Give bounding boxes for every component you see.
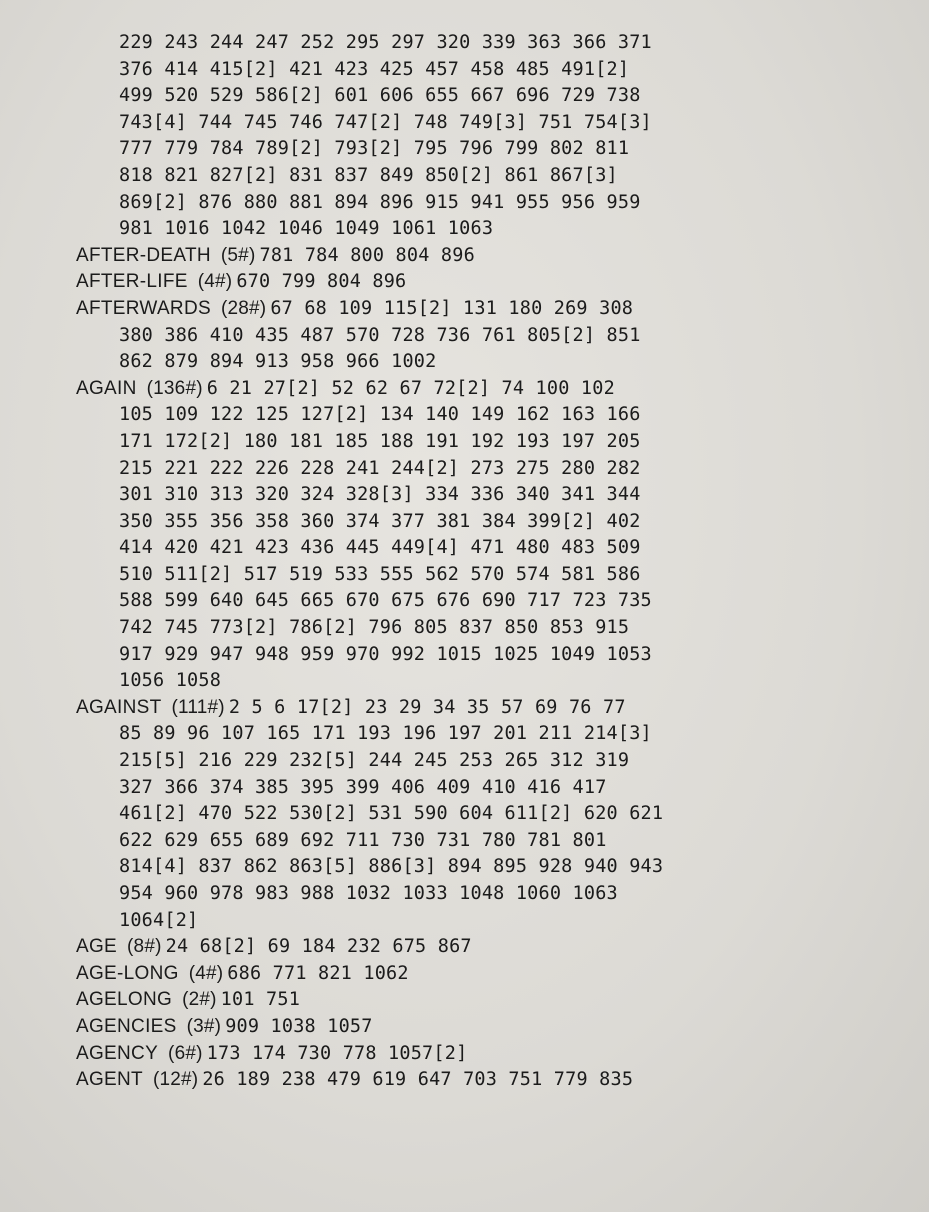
page-references: 461[2] 470 522 530[2] 531 590 604 611[2] 620 621: [119, 803, 664, 825]
page-references: 742 745 773[2] 786[2] 796 805 837 850 853 915: [119, 617, 630, 639]
page-references: 917 929 947 948 959 970 992 1015 1025 1049 1053: [119, 643, 652, 665]
index-line: [76, 110, 826, 137]
index-line: [76, 216, 826, 243]
page-references: 862 879 894 913 958 966 1002: [119, 351, 437, 373]
index-line: [76, 775, 826, 802]
index-line: [76, 987, 826, 1014]
index-line: [76, 456, 826, 483]
index-line: [76, 854, 826, 881]
page-references: 171 172[2] 180 181 185 188 191 192 193 197 205: [119, 430, 641, 452]
page-references: 869[2] 876 880 881 894 896 915 941 955 956 959: [119, 191, 641, 213]
occurrence-count: (12#): [152, 1069, 199, 1091]
index-line: [76, 509, 826, 536]
index-line: [76, 881, 826, 908]
index-headword: AFTER-LIFE: [76, 271, 188, 293]
occurrence-count: (4#): [188, 962, 224, 984]
index-entry: [76, 243, 826, 270]
occurrence-count: (136#): [146, 377, 203, 399]
index-line: [76, 136, 826, 163]
index-line: [76, 30, 826, 57]
occurrence-count: (3#): [186, 1015, 222, 1037]
index-headword: AGELONG: [76, 989, 173, 1011]
page-references: 981 1016 1042 1046 1049 1061 1063: [119, 218, 494, 240]
index-line: [76, 748, 826, 775]
index-line: [76, 57, 826, 84]
index-line: [76, 588, 826, 615]
index-line: [76, 323, 826, 350]
index-headword: AFTERWARDS: [76, 297, 211, 319]
page-references: 327 366 374 385 395 399 406 409 410 416 417: [119, 776, 607, 798]
page-references: 215[5] 216 229 232[5] 244 245 253 265 312 319: [119, 750, 630, 772]
index-line: [76, 535, 826, 562]
index-headword: AGE: [76, 936, 118, 958]
occurrence-count: (6#): [168, 1042, 203, 1064]
page-references: 814[4] 837 862 863[5] 886[3] 894 895 928 940 943: [119, 856, 664, 878]
index-line: [76, 961, 826, 988]
index-headword: AFTER-DEATH: [76, 244, 211, 266]
page-references: 6 21 27[2] 52 62 67 72[2] 74 100 102: [206, 377, 615, 399]
index-line: [76, 668, 826, 695]
index-entry: [76, 1014, 826, 1041]
index-line: [76, 269, 826, 296]
page-references: 376 414 415[2] 421 423 425 457 458 485 491[2]: [119, 58, 630, 80]
page-references: 414 420 421 423 436 445 449[4] 471 480 483 509: [119, 537, 641, 559]
index-line: [76, 695, 826, 722]
page-references: 173 174 730 778 1057[2]: [206, 1042, 468, 1064]
page-references: 954 960 978 983 988 1032 1033 1048 1060 1063: [119, 883, 618, 904]
index-line: [76, 243, 826, 270]
page-references: 588 599 640 645 665 670 675 676 690 717 723 735: [119, 590, 652, 612]
index-line: [76, 83, 826, 110]
page-references: 229 243 244 247 252 295 297 320 339 363 366 371: [119, 32, 652, 53]
page-references: 2 5 6 17[2] 23 29 34 35 57 69 76 77: [228, 696, 626, 718]
page-references: 301 310 313 320 324 328[3] 334 336 340 341 344: [119, 484, 641, 506]
occurrence-count: (5#): [220, 244, 256, 266]
index-line: [76, 429, 826, 456]
index-headword: AGAINST: [76, 696, 162, 718]
index-entry: [76, 1067, 826, 1094]
index-line: [76, 721, 826, 748]
occurrence-count: (111#): [171, 696, 225, 718]
index-entry: [76, 961, 826, 988]
index-entry: [76, 987, 826, 1014]
index-line: [76, 1067, 826, 1094]
index-line: [76, 482, 826, 509]
concordance-index: [76, 30, 826, 1094]
index-line: [76, 908, 826, 935]
page-references: 350 355 356 358 360 374 377 381 384 399[2] 402: [119, 510, 641, 532]
index-entry: [76, 1041, 826, 1068]
index-line: [76, 296, 826, 323]
index-headword: AGE-LONG: [76, 962, 179, 984]
page-references: 85 89 96 107 165 171 193 196 197 201 211 214[3]: [119, 723, 652, 745]
index-line: [76, 801, 826, 828]
page-references: 67 68 109 115[2] 131 180 269 308: [270, 297, 634, 319]
page-references: 622 629 655 689 692 711 730 731 780 781 801: [119, 829, 607, 851]
index-entry: [76, 695, 826, 934]
index-entry: [76, 376, 826, 695]
page-references: 909 1038 1057: [225, 1015, 373, 1037]
index-headword: AGENCIES: [76, 1015, 177, 1037]
page-references: 215 221 222 226 228 241 244[2] 273 275 280 282: [119, 457, 641, 479]
index-entry: [76, 30, 826, 243]
index-line: [76, 376, 826, 403]
page-references: 499 520 529 586[2] 601 606 655 667 696 729 738: [119, 85, 641, 107]
page-references: 743[4] 744 745 746 747[2] 748 749[3] 751 754[3]: [119, 111, 652, 133]
index-headword: AGENT: [76, 1069, 143, 1091]
index-line: [76, 349, 826, 376]
page-references: 670 799 804 896: [236, 271, 407, 293]
page-references: 101 751: [220, 989, 301, 1011]
index-line: [76, 402, 826, 429]
index-line: [76, 615, 826, 642]
page-references: 1056 1058: [119, 670, 222, 692]
page-references: 781 784 800 804 896: [259, 244, 475, 266]
page-references: 26 189 238 479 619 647 703 751 779 835: [202, 1069, 634, 1091]
page-references: 777 779 784 789[2] 793[2] 795 796 799 802 811: [119, 138, 630, 160]
occurrence-count: (28#): [220, 297, 267, 319]
index-line: [76, 828, 826, 855]
occurrence-count: (8#): [127, 936, 162, 958]
occurrence-count: (2#): [182, 989, 217, 1011]
index-line: [76, 642, 826, 669]
index-entry: [76, 269, 826, 296]
occurrence-count: (4#): [197, 271, 233, 293]
index-line: [76, 934, 826, 961]
index-entry: [76, 296, 826, 376]
index-line: [76, 562, 826, 589]
index-headword: AGENCY: [76, 1042, 159, 1064]
page-references: 105 109 122 125 127[2] 134 140 149 162 163 166: [119, 404, 641, 426]
page-references: 818 821 827[2] 831 837 849 850[2] 861 867[3]: [119, 164, 618, 186]
index-line: [76, 1041, 826, 1068]
index-entry: [76, 934, 826, 961]
index-line: [76, 1014, 826, 1041]
page-references: 686 771 821 1062: [227, 962, 409, 984]
index-line: [76, 163, 826, 190]
page-references: 1064[2]: [119, 909, 199, 931]
index-line: [76, 190, 826, 217]
page-references: 24 68[2] 69 184 232 675 867: [165, 936, 472, 958]
page-references: 510 511[2] 517 519 533 555 562 570 574 581 586: [119, 563, 641, 585]
index-headword: AGAIN: [76, 377, 137, 399]
page-references: 380 386 410 435 487 570 728 736 761 805[2] 851: [119, 324, 641, 346]
